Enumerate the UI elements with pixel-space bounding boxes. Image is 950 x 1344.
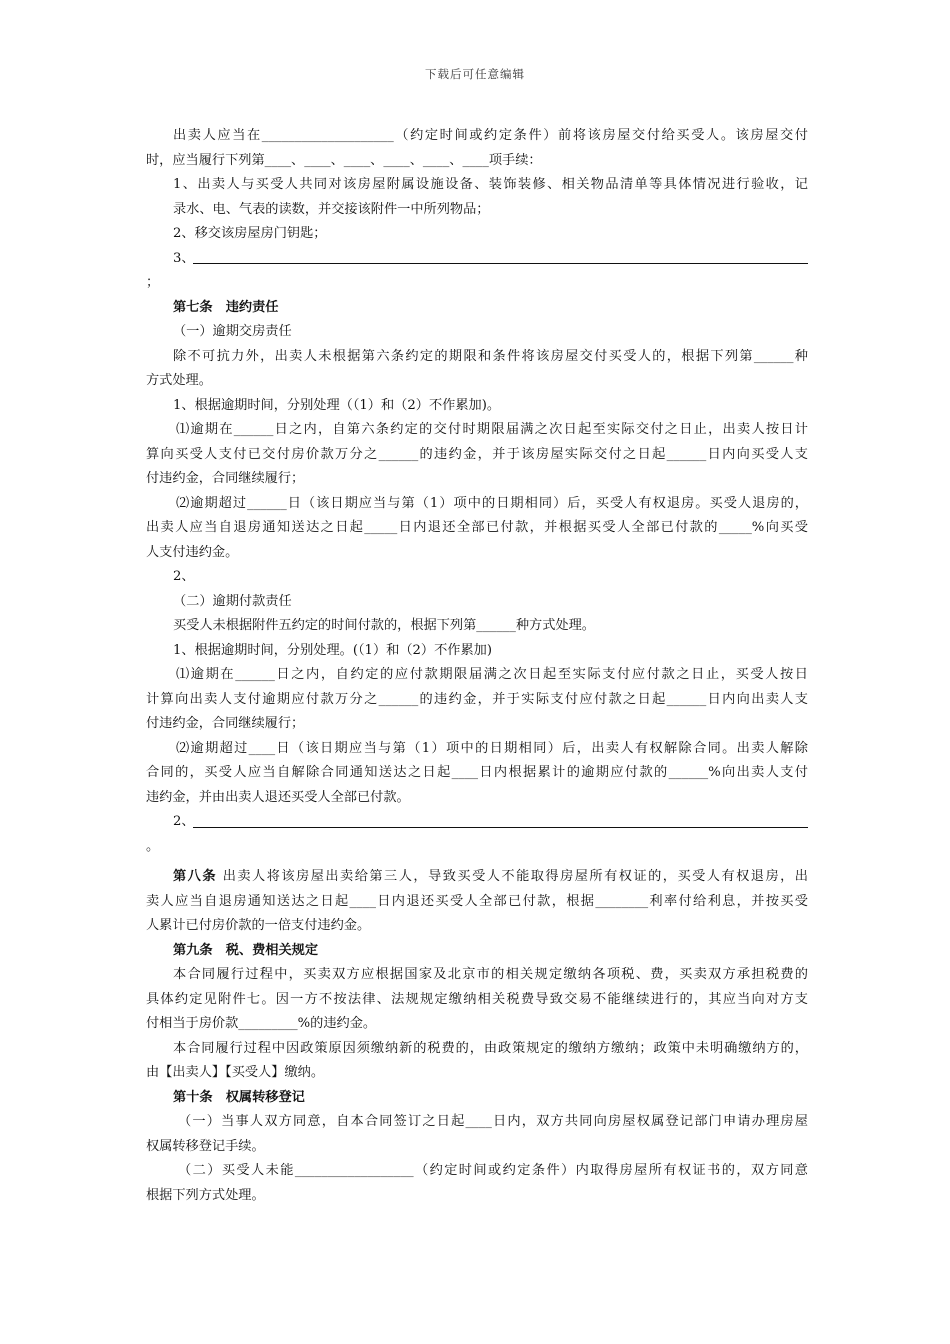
text-line: 算向买受人支付已交付房价款万分之______的违约金，并于该房屋实际交付之日起______日内向买受人支 (146, 446, 808, 462)
text-line: 人支付违约金。 (146, 544, 239, 560)
text-line: 计算向出卖人支付逾期应付款万分之______的违约金，并于实际支付应付款之日起______日内向出卖人支 (146, 691, 808, 707)
text-line: 付相当于房价款_________%的违约金。 (146, 1016, 377, 1031)
text-line: （二）买受人未能__________________（约定时间或约定条件）内取得房屋所有权证书的，双方同意 (178, 1163, 808, 1178)
contract-body (146, 124, 808, 1208)
text-line: 时，应当履行下列第____、____、____、____、____、____项手续： (146, 152, 542, 168)
text-line: 3、 (146, 247, 808, 272)
fill-in-blank-line (193, 263, 808, 264)
text-line: 。 (146, 838, 160, 854)
text-line: 付违约金，合同继续履行； (146, 471, 305, 486)
text-line: 2、移交该房屋房门钥匙； (173, 226, 327, 241)
text-line: 本合同履行过程中因政策原因须缴纳新的税费的，由政策规定的缴纳方缴纳；政策中未明确缴纳方的， (173, 1040, 808, 1056)
text-line: （一）逾期交房责任 (173, 324, 292, 339)
text-line: 第十条 权属转移登记 (173, 1089, 305, 1105)
text-line: ⑵逾期超过______日（该日期应当与第（1）项中的日期相同）后，买受人有权退房。买受人退房的， (176, 495, 808, 511)
text-line: 付违约金，合同继续履行； (146, 716, 305, 731)
text-line: （一）当事人双方同意，自本合同签订之日起____日内，双方共同向房屋权属登记部门申请办理房屋 (178, 1114, 808, 1129)
text-line: 卖人应当自退房通知送达之日起____日内退还买受人全部已付款，根据________利率付给利息，并按买受 (146, 893, 808, 909)
text-line: 人累计已付房价款的一倍支付违约金。 (146, 918, 371, 933)
text-line: ⑵逾期超过____日（该日期应当与第（1）项中的日期相同）后，出卖人有权解除合同。出卖人解除 (176, 740, 808, 756)
text-line: 录水、电、气表的读数，并交接该附件一中所列物品； (173, 201, 490, 217)
text-line: 方式处理。 (146, 373, 212, 388)
text-line: 违约金，并由出卖人退还买受人全部已付款。 (146, 789, 410, 805)
text-line: 买受人未根据附件五约定的时间付款的，根据下列第______种方式处理。 (173, 618, 595, 633)
text-line: ； (146, 275, 160, 290)
text-line: 除不可抗力外，出卖人未根据第六条约定的期限和条件将该房屋交付买受人的，根据下列第______种 (173, 348, 808, 364)
text-line: 由【出卖人】【买受人】缴纳。 (146, 1065, 325, 1080)
text-line: 权属转移登记手续。 (146, 1138, 265, 1154)
fill-in-blank-line (193, 827, 808, 828)
text-line: ⑴逾期在______日之内，自约定的应付款期限届满之次日起至实际支付应付款之日止，买受人按日 (176, 667, 808, 682)
text-line: 2、 (146, 810, 808, 835)
text-line: ⑴逾期在______日之内，自第六条约定的交付时期限届满之次日起至实际交付之日止，出卖人按日计 (176, 422, 808, 437)
text-line: 第七条 违约责任 (173, 299, 279, 315)
article-heading: 第八条 (173, 869, 218, 884)
text-line: 出卖人应当在____________________（约定时间或约定条件）前将该房屋交付给买受人。该房屋交付 (173, 128, 808, 143)
text-line: 根据下列方式处理。 (146, 1187, 265, 1203)
text-line: 合同的，买受人应当自解除合同通知送达之日起____日内根据累计的逾期应付款的______%向出卖人支付 (146, 765, 808, 780)
text-line: 本合同履行过程中，买卖双方应根据国家及北京市的相关规定缴纳各项税、费，买卖双方承担税费的 (173, 967, 808, 982)
text-line: 1、出卖人与买受人共同对该房屋附属设施设备、装饰装修、相关物品清单等具体情况进行验收，记 (173, 177, 808, 192)
text-line: 1、根据逾期时间，分别处理（（1）和（2）不作累加)。 (173, 397, 501, 413)
text-line: 出卖人应当自退房通知送达之日起_____日内退还全部已付款，并根据买受人全部已付款的_____%向买受 (146, 520, 808, 535)
text-line: 2、 (173, 569, 195, 584)
text-line: 第八条 出卖人将该房屋出卖给第三人，导致买受人不能取得房屋所有权证的，买受人有权退房，出 (173, 869, 808, 884)
text-line: 第九条 税、费相关规定 (173, 942, 319, 958)
text-line: 1、根据逾期时间，分别处理。(（1）和（2）不作累加) (173, 642, 492, 658)
text-line: （二）逾期付款责任 (173, 593, 292, 609)
text-line: 具体约定见附件七。因一方不按法律、法规规定缴纳相关税费导致交易不能继续进行的，其应当向对方支 (146, 991, 808, 1007)
page-header: 下载后可任意编辑 (425, 67, 525, 81)
